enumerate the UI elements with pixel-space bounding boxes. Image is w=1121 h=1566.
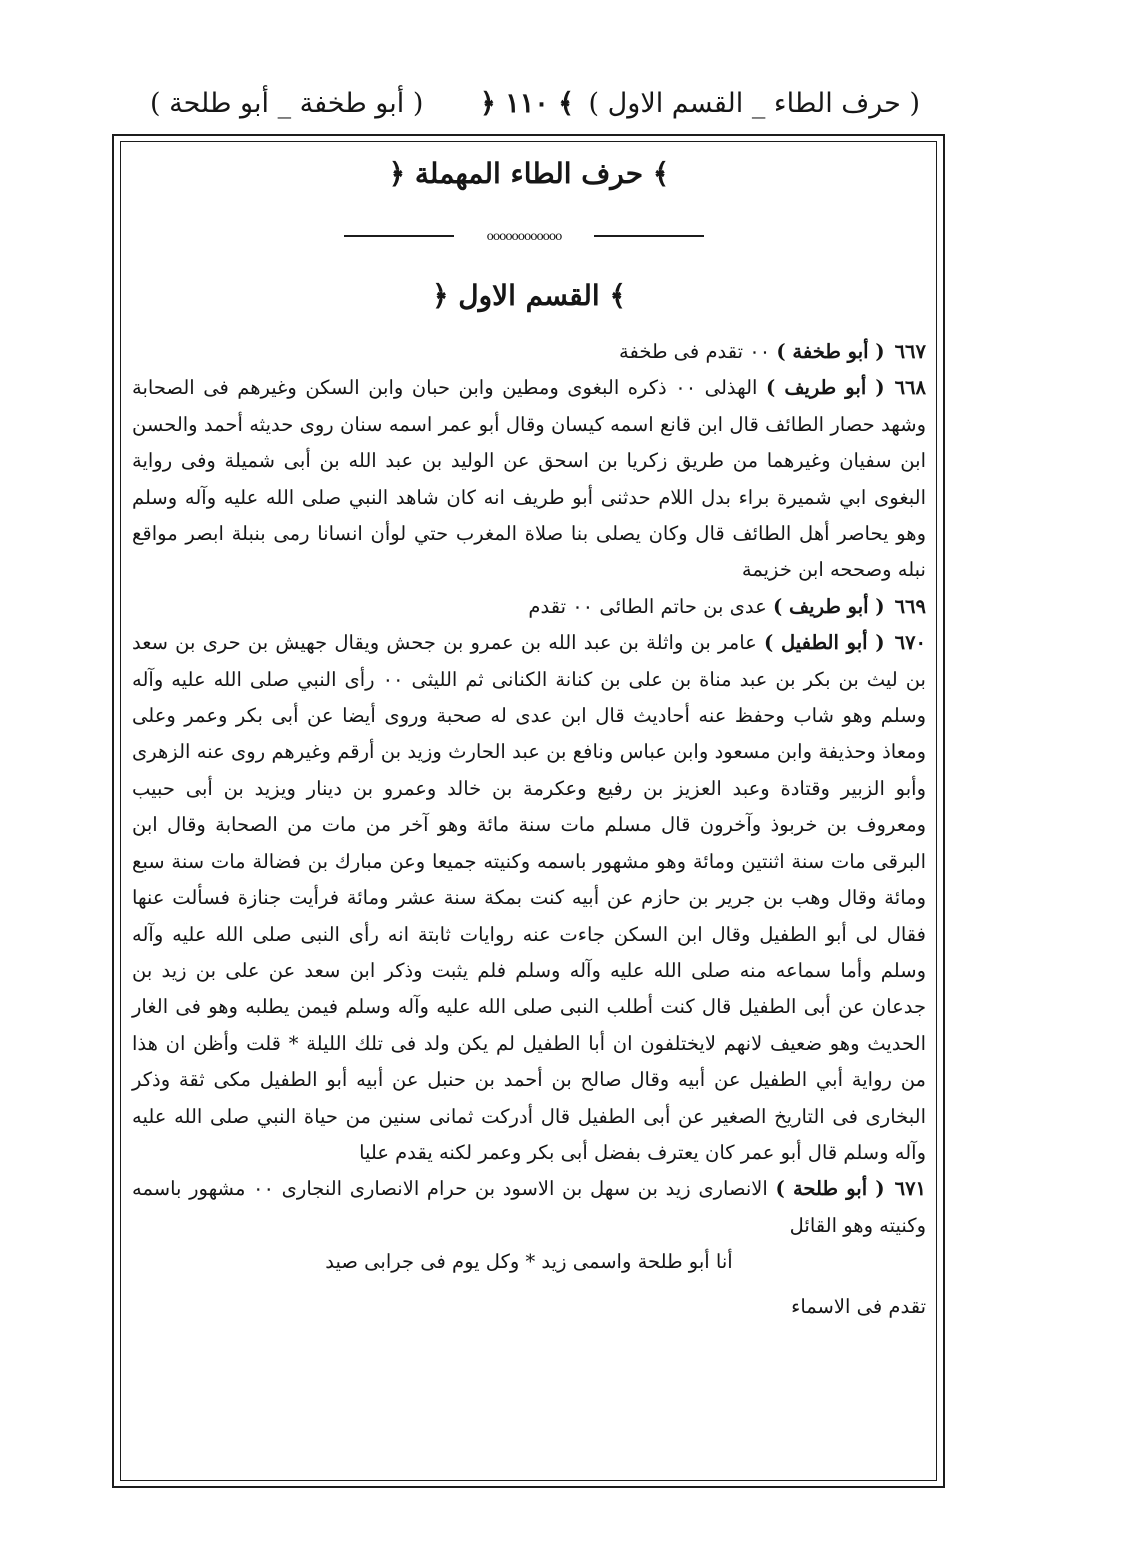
divider-beads: oooooooooooo [454,229,594,243]
entry-kunya: ( أبو طخفة ) [776,340,885,363]
entry-number: ٦٦٩ [894,594,926,618]
ornamental-divider [344,230,704,242]
running-header [150,88,920,128]
entry-670 [132,625,926,1171]
entry-671 [132,1171,926,1244]
entry-kunya: ( أبو الطفيل ) [763,631,885,655]
header-entry-range: ( أبو طخفة _ أبو طلحة ) [150,88,424,119]
entry-kunya: ( أبو طريف ) [765,376,885,400]
poetry-verse: أنا أبو طلحة واسمى زيد * وكل يوم فى جرابى صيد [325,1250,733,1274]
entry-body: عامر بن واثلة بن عبد الله بن عمرو بن جحش ويقال جهيش بن حرى بن سعد بن ليث بن بكر بن عبد مناة بن على بن كنانة الكنانى ثم الليثى ٠٠ رأى النبي صلى الله عليه وآله وسلم وهو شاب وحفظ عنه أحاديث قال ابن عدى له صحبة وروى أيضا عن أبى بكر وعمر وعلى ومعاذ وحذيفة وابن مسعود وابن عباس ونافع بن عبد الحارث وزيد بن أرقم وغيرهم روى عنه الزهرى وأبو الزبير وقتادة وعبد العزيز بن رفيع وعكرمة بن خالد وعمرو بن دينار ويزيد بن أبى حبيب ومعروف بن خربوذ وآخرون قال مسلم مات سنة مائة وهو آخر من مات من الصحابة وقال ابن البرقى مات سنة اثنتين ومائة وهو مشهور باسمه وكنيته جميعا وعن مبارك بن فضالة مات سنة سبع ومائة وقال وهب بن جرير بن حازم عن أبيه كنت بمكة سنة عشر ومائة فرأيت جنازة فسألت عنها فقال لى أبو الطفيل وقال ابن السكن جاءت عنه روايات ثابتة انه رأى النبى صلى الله عليه وآله وسلم وأما سماعه منه صلى الله عليه وآله وسلم فلم يثبت وذكر ابن سعد عن على بن زيد بن جدعان عن أبى الطفيل قال كنت أطلب النبى صلى الله عليه وآله وسلم فيمن يطلبه وهو فى الغار الحديث وهو ضعيف لانهم لايختلفون ان أبا الطفيل لم يكن ولد فى تلك الليلة * قلت وأظن ان هذا من رواية أبي الطفيل عن أبيه وقال صالح بن أحمد بن حنبل عن أبيه أبو الطفيل مكى ثقة وذكر البخارى فى التاريخ الصغير عن أبى الطفيل قال أدركت ثمانى سنين من حياة النبي صلى الله عليه وآله وسلم قال أبو عمر كان يعترف بفضل أبى بكر وعمر لكنه يقدم عليا [132,631,926,1164]
entry-kunya: ( أبو طريف ) [772,594,885,618]
entries-text [132,334,926,1325]
entry-body: الهذلى ٠٠ ذكره البغوى ومطين وابن حبان وابن السكن وغيرهم فى الصحابة وشهد حصار الطائف قال ابن قانع اسمه كيسان وقال أبو عمر اسمه سنان روى حديثه أحمد والحسن ابن سفيان وغيرهما من طريق زكريا بن اسحق عن الوليد بن عبد الله بن أبى شميلة وفى رواية البغوى ابي شميرة براء بدل اللام حدثنى أبو طريف انه كان شاهد النبي صلى الله عليه وآله وسلم وهو يحاصر أهل الطائف قال وكان يصلى بنا صلاة المغرب حتي لوأن انسانا رمى بنبلة ابصر مواقع نبله وصححه ابن خزيمة [132,376,926,582]
header-section-title: ( حرف الطاء _ القسم الاول ) [588,88,920,119]
entry-body: الانصارى زيد بن سهل بن الاسود بن حرام الانصارى النجارى ٠٠ مشهور باسمه وكنيته وهو القائل [132,1177,926,1237]
entry-669 [132,589,926,625]
closing-note: تقدم فى الاسماء [791,1294,926,1318]
section-heading: ﴿ القسم الاول ﴾ [432,279,626,312]
entry-body: ٠٠ تقدم فى طخفة [619,340,771,363]
letter-heading: ﴿ حرف الطاء المهملة ﴾ [388,157,670,190]
entry-667 [132,334,926,370]
entry-number: ٦٦٧ [894,340,926,363]
entry-number: ٦٧١ [894,1177,927,1201]
entry-number: ٦٧٠ [894,631,927,655]
entry-number: ٦٦٨ [894,376,926,400]
entry-668 [132,370,926,588]
entry-kunya: ( أبو طلحة ) [775,1177,885,1201]
page-number: ﴿ ١١٠ ﴾ [480,88,574,119]
entry-body: عدى بن حاتم الطائى ٠٠ تقدم [528,594,767,618]
page-content [126,146,932,1476]
